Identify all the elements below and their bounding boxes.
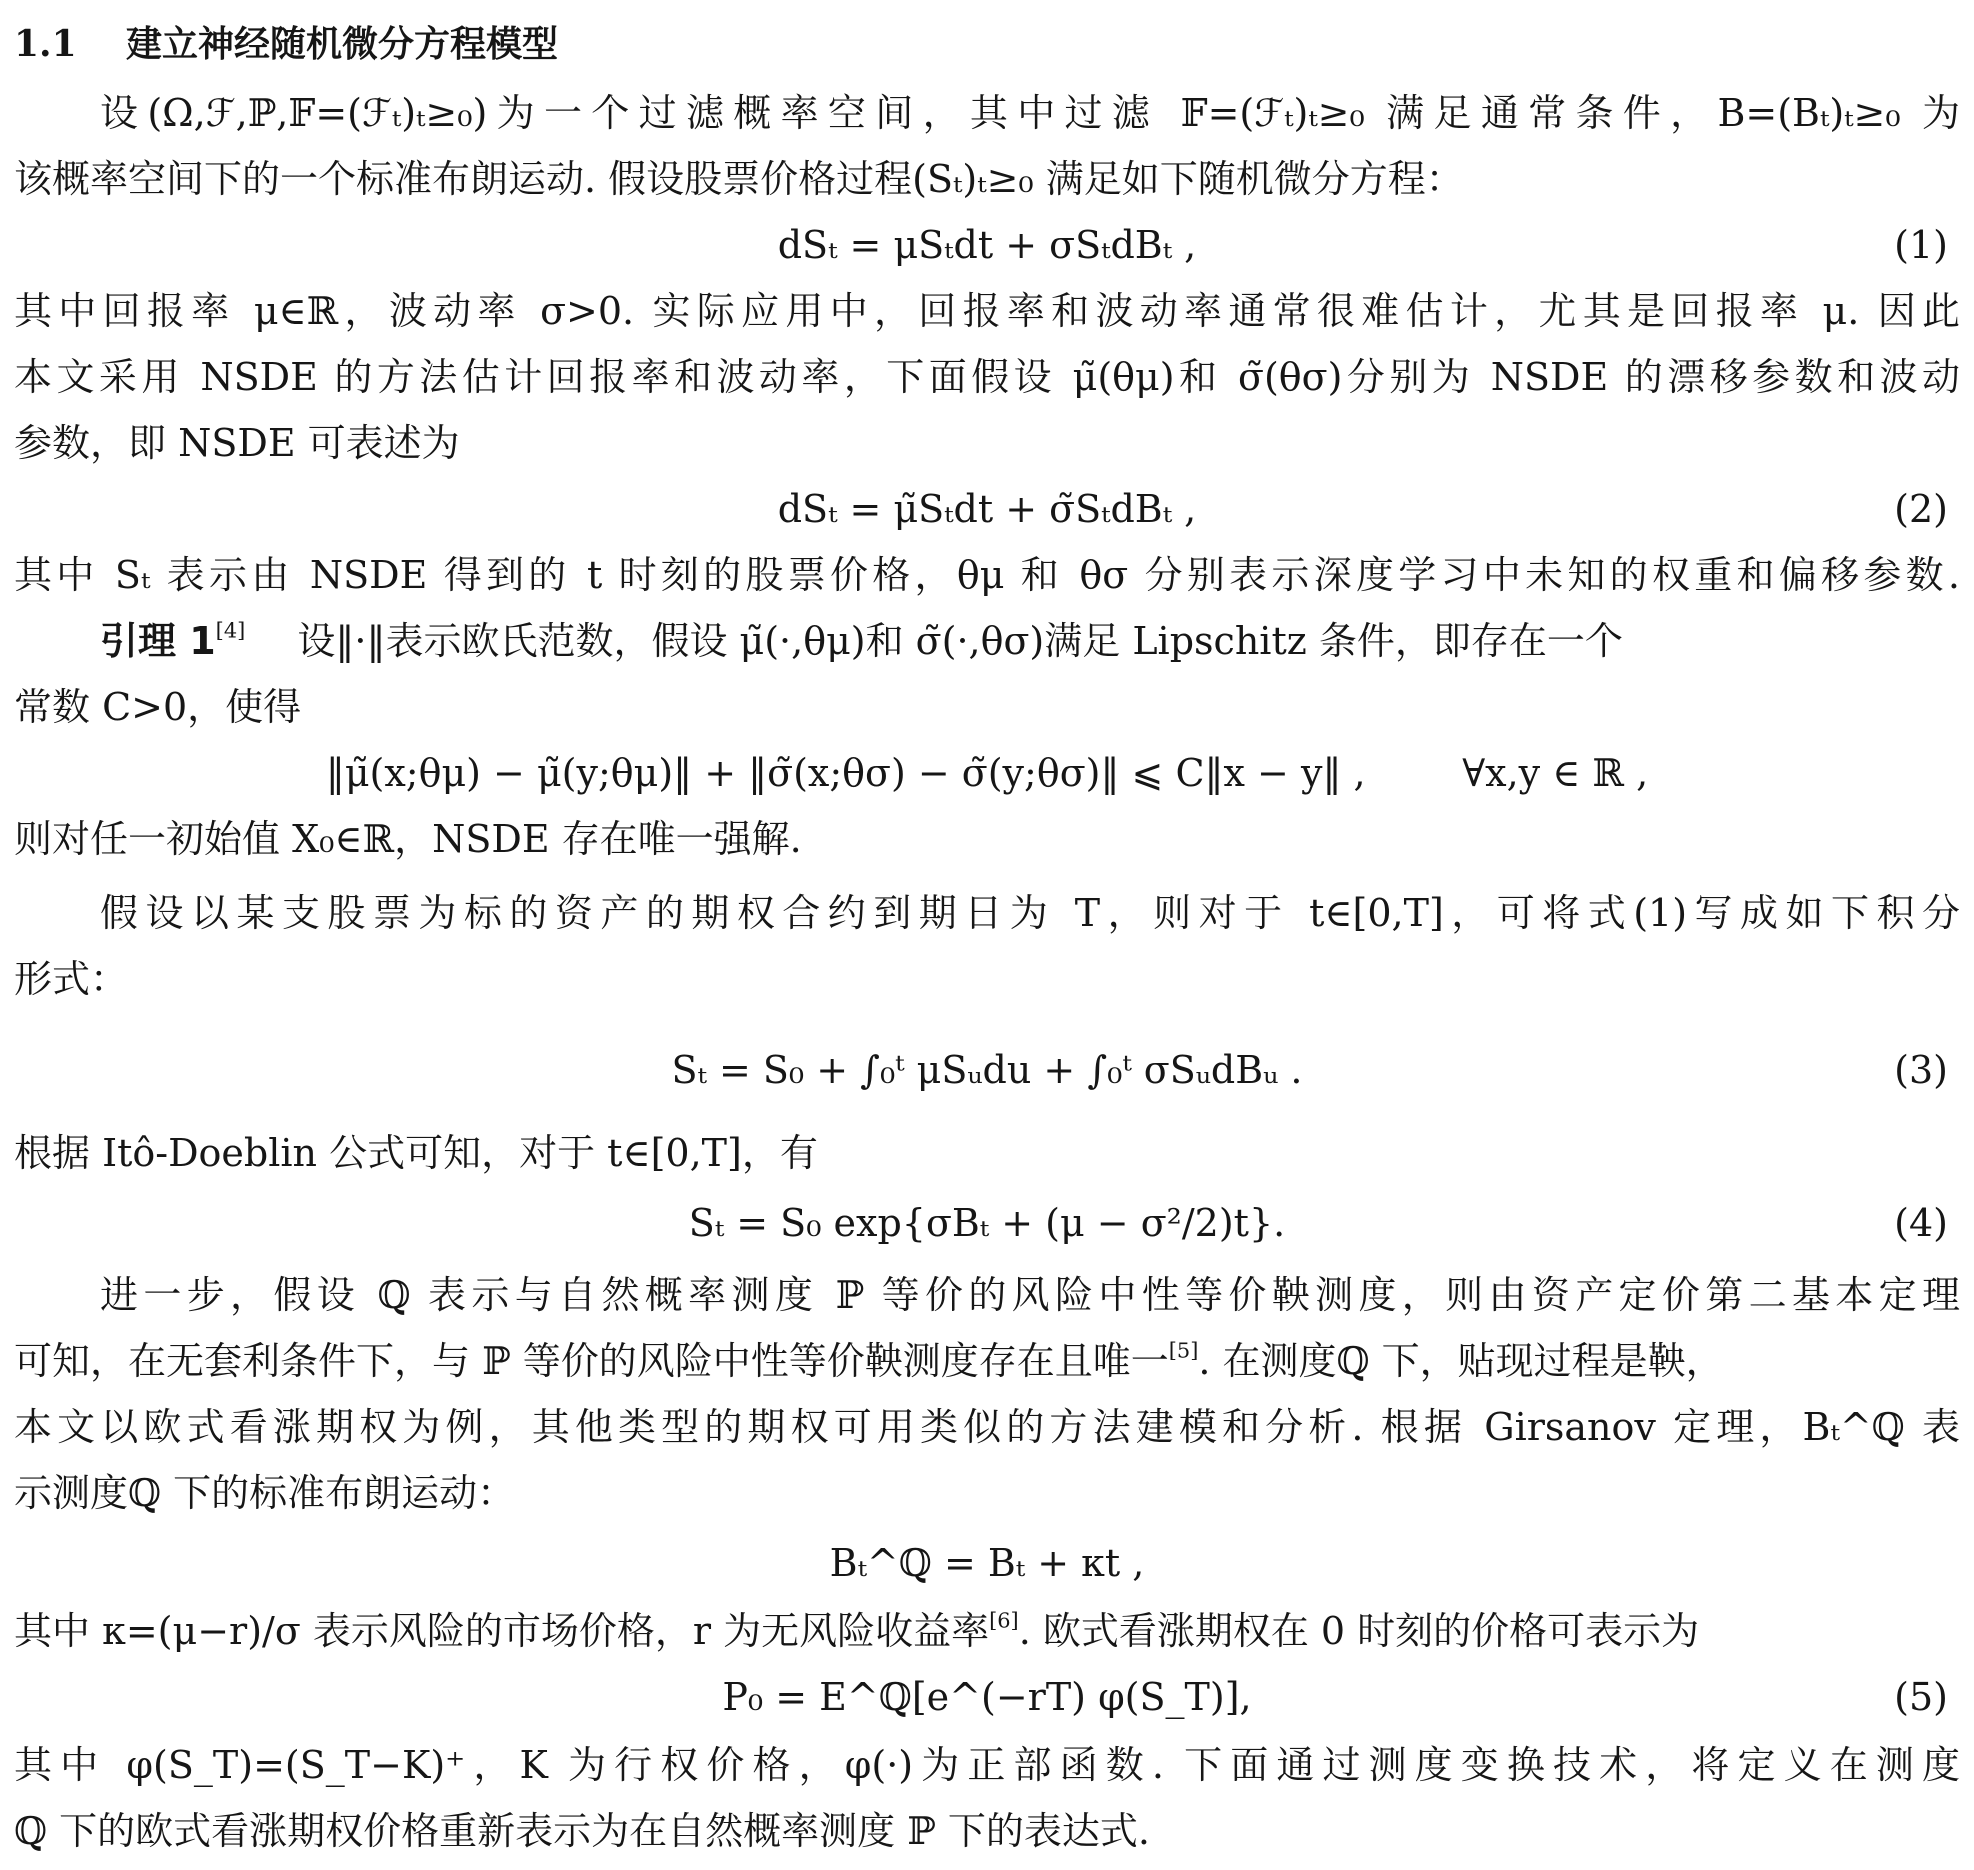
equation-1-number: (1) [1894, 223, 1948, 267]
equation-4 [0, 1190, 1974, 1256]
equation-1 [0, 212, 1974, 278]
paragraph-line-2: 该概率空间下的一个标准布朗运动. 假设股票价格过程(Sₜ)ₜ≥₀ 满足如下随机微分方程： [14, 157, 1464, 201]
lipschitz-inequality [0, 740, 1974, 806]
paragraph-line-10: 假设以某支股票为标的资产的期权合约到期日为 T，则对于 t∈[0,T]，可将式(1)写成如下积分 [100, 891, 1960, 935]
equation-5 [0, 1664, 1974, 1730]
paragraph-line-12: 根据 Itô-Doeblin 公式可知，对于 t∈[0,T]，有 [14, 1131, 818, 1175]
paragraph-line-16: 示测度ℚ 下的标准布朗运动： [14, 1471, 516, 1515]
paragraph-line-15: 本文以欧式看涨期权为例，其他类型的期权可用类似的方法建模和分析. 根据 Girsanov 定理，Bₜ^ℚ 表 [14, 1405, 1960, 1449]
lipschitz-inequality-body: ‖μ̃(x;θμ) − μ̃(y;θμ)‖ + ‖σ̃(x;θσ) − σ̃(y;θσ)‖ ⩽ C‖x − y‖ , ∀x,y ∈ ℝ , [325, 751, 1649, 795]
equation-3 [0, 1030, 1974, 1110]
equation-3-number: (3) [1894, 1048, 1948, 1092]
equation-2 [0, 476, 1974, 542]
equation-1-body: dSₜ = μSₜdt + σSₜdBₜ , [777, 223, 1197, 267]
paragraph-line-17 [14, 1598, 1960, 1664]
equation-5-body: P₀ = E^ℚ[e^(−rT) φ(S_T)], [722, 1675, 1252, 1719]
paragraph-line-14-b: . 在测度ℚ 下，贴现过程是鞅， [1198, 1339, 1724, 1383]
paragraph-line-5: 参数，即 NSDE 可表述为 [14, 421, 460, 465]
section-number: 1.1 [14, 23, 77, 65]
paragraph-line-8: 常数 C>0，使得 [14, 685, 302, 729]
equation-5-number: (5) [1894, 1675, 1948, 1719]
section-heading [14, 14, 558, 75]
paragraph-line-13: 进一步，假设 ℚ 表示与自然概率测度 ℙ 等价的风险中性等价鞅测度，则由资产定价第二基本定理 [100, 1273, 1960, 1317]
paragraph-line-4: 本文采用 NSDE 的方法估计回报率和波动率，下面假设 μ̃(θμ)和 σ̃(θσ)分别为 NSDE 的漂移参数和波动 [14, 355, 1960, 399]
girsanov-equation-body: Bₜ^ℚ = Bₜ + κt , [829, 1541, 1145, 1585]
paragraph-line-6: 其中 Sₜ 表示由 NSDE 得到的 t 时刻的股票价格，θμ 和 θσ 分别表示深度学习中未知的权重和偏移参数. [14, 553, 1960, 597]
paragraph-line-9: 则对任一初始值 X₀∈ℝ，NSDE 存在唯一强解. [14, 817, 802, 861]
lemma-text: 设‖·‖表示欧氏范数，假设 μ̃(·,θμ)和 σ̃(·,θσ)满足 Lipschitz 条件，即存在一个 [297, 619, 1623, 663]
equation-4-body: Sₜ = S₀ exp{σBₜ + (μ − σ²/2)t}. [688, 1201, 1286, 1245]
paragraph-line-19: ℚ 下的欧式看涨期权价格重新表示为在自然概率测度 ℙ 下的表达式. [14, 1809, 1150, 1853]
lemma-citation: [4] [215, 618, 246, 643]
paragraph-line-14 [14, 1328, 1960, 1394]
equation-4-number: (4) [1894, 1201, 1948, 1245]
girsanov-equation [0, 1530, 1974, 1596]
paragraph-line-11: 形式： [14, 957, 129, 1001]
paragraph-line-14-a: 可知，在无套利条件下，与 ℙ 等价的风险中性等价鞅测度存在且唯一 [14, 1339, 1169, 1383]
paragraph-line-17-a: 其中 κ=(μ−r)/σ 表示风险的市场价格，r 为无风险收益率 [14, 1609, 990, 1653]
paragraph-line-17-b: . 欧式看涨期权在 0 时刻的价格可表示为 [1018, 1609, 1700, 1653]
citation-5: [5] [1168, 1338, 1199, 1363]
equation-3-body: Sₜ = S₀ + ∫₀ᵗ μSᵤdu + ∫₀ᵗ σSᵤdBᵤ . [671, 1048, 1303, 1092]
paragraph-line-1: 设(Ω,ℱ,ℙ,𝔽=(ℱₜ)ₜ≥₀)为一个过滤概率空间，其中过滤 𝔽=(ℱₜ)ₜ≥₀ 满足通常条件，B=(Bₜ)ₜ≥₀ 为 [100, 91, 1960, 135]
lemma-label: 引理 1 [100, 619, 216, 663]
paragraph-line-18: 其中 φ(S_T)=(S_T−K)⁺，K 为行权价格，φ(·)为正部函数. 下面通过测度变换技术，将定义在测度 [14, 1743, 1960, 1787]
section-title: 建立神经随机微分方程模型 [126, 24, 559, 65]
lemma-line [100, 608, 1960, 674]
equation-2-number: (2) [1894, 487, 1948, 531]
paragraph-line-3: 其中回报率 μ∈ℝ，波动率 σ>0. 实际应用中，回报率和波动率通常很难估计，尤其是回报率 μ. 因此 [14, 289, 1960, 333]
citation-6: [6] [989, 1608, 1019, 1633]
equation-2-body: dSₜ = μ̃Sₜdt + σ̃SₜdBₜ , [777, 487, 1197, 531]
